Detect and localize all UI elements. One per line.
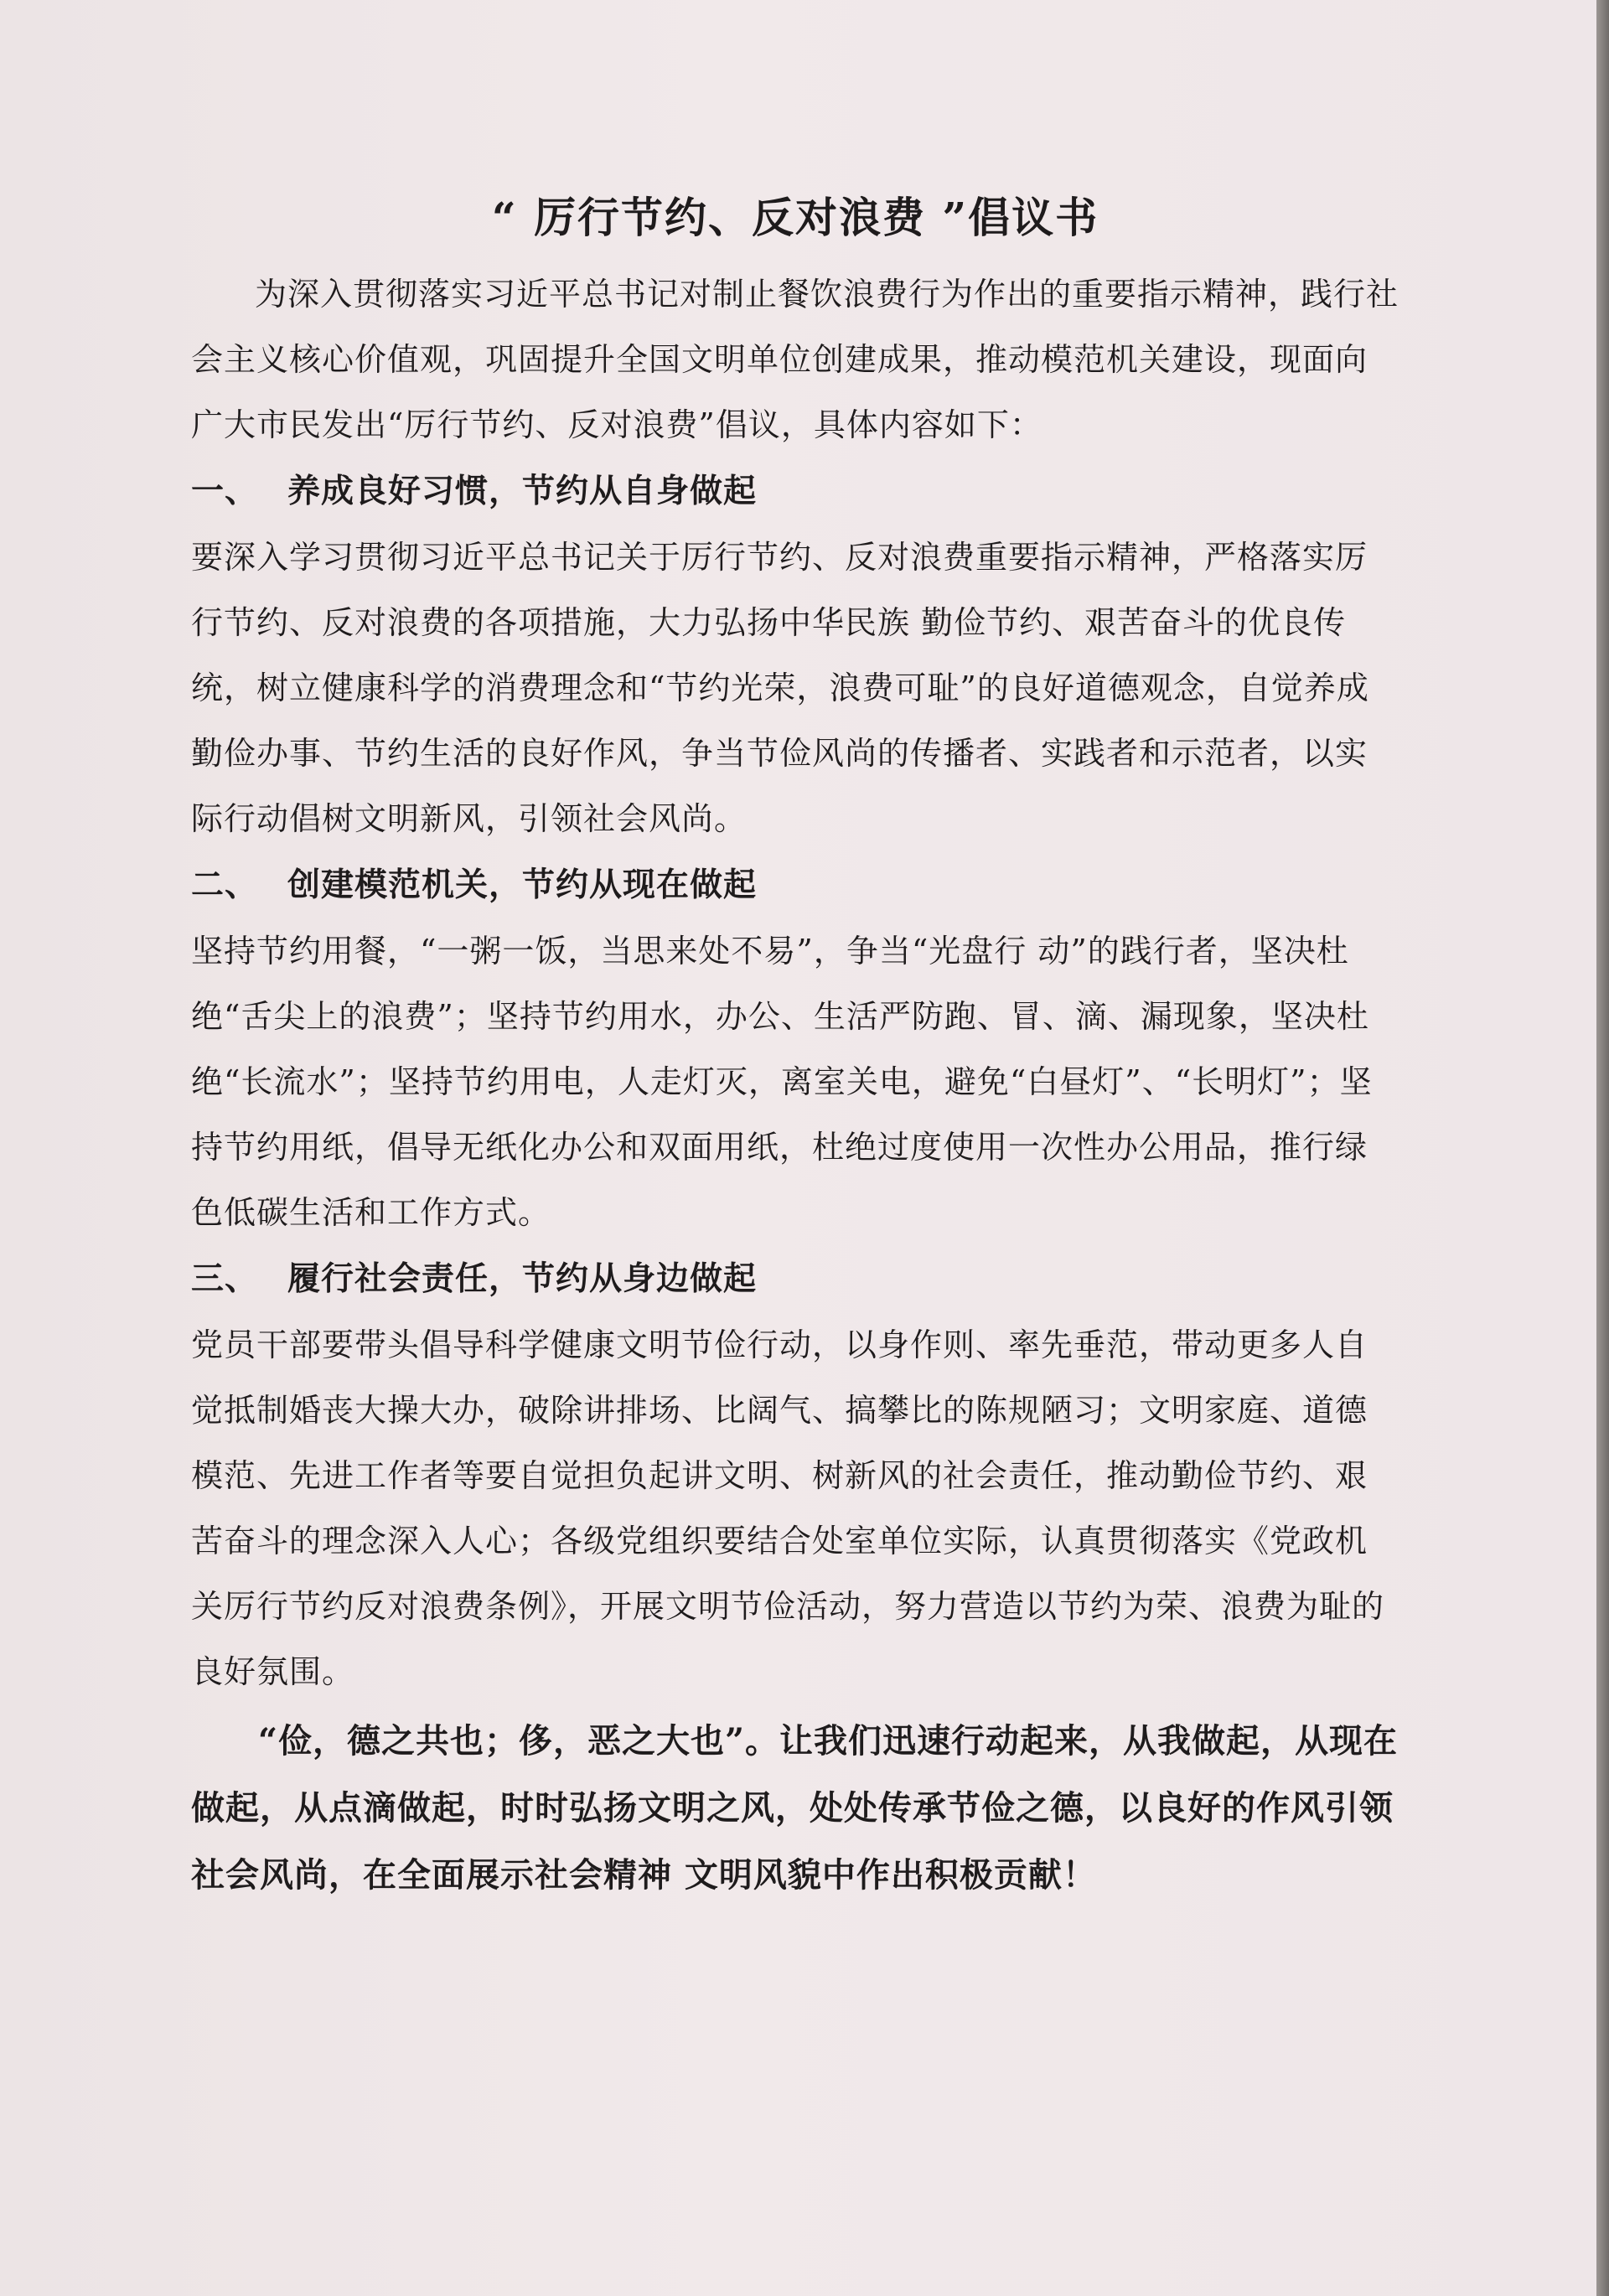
document-title: “ 厉行节约、反对浪费 ”倡议书 [491, 193, 1099, 242]
section-body: 坚持节约用餐，“一粥一饭，当思来处不易”，争当“光盘行 动”的践行者，坚决杜绝“舌尖上的浪费”；坚持节约用水，办公、生活严防跑、冒、滴、漏现象，坚决杜绝“长流水”；坚持节约用电，人走灯灭，离室关电，避免“白昼灯”、“长明灯”；坚持节约用纸，倡导无纸化办公和双面用纸，杜绝过度使用一次性办公用品，推行绿色低碳生活和工作方式。 [191, 933, 1373, 1231]
document-body [191, 184, 1399, 1909]
section-heading [191, 1245, 1399, 1312]
section-number: 三、 [191, 1259, 259, 1298]
section-heading-text: 履行社会责任，节约从身边做起 [287, 1259, 758, 1298]
section-heading-text: 养成良好习惯，节约从自身做起 [287, 472, 758, 510]
section-heading [191, 851, 1399, 918]
section-heading-text: 创建模范机关，节约从现在做起 [287, 866, 758, 904]
section-2 [191, 851, 1399, 1245]
section-1 [191, 458, 1399, 851]
section-3 [191, 1245, 1399, 1704]
section-heading [191, 458, 1399, 525]
intro-paragraph: 为深入贯彻落实习近平总书记对制止餐饮浪费行为作出的重要指示精神，践行社会主义核心价值观，巩固提升全国文明单位创建成果，推动模范机关建设，现面向广大市民发出“厉行节约、反对浪费”倡议，具体内容如下： [191, 276, 1399, 443]
section-body: 要深入学习贯彻习近平总书记关于厉行节约、反对浪费重要指示精神，严格落实厉行节约、反对浪费的各项措施，大力弘扬中华民族 勤俭节约、艰苦奋斗的优良传统，树立健康科学的消费理念和“节约光荣，浪费可耻”的良好道德观念，自觉养成勤俭办事、节约生活的良好作风，争当节俭风尚的传播者、实践者和示范者，以实际行动倡树文明新风，引领社会风尚。 [191, 539, 1369, 837]
section-number: 二、 [191, 866, 259, 904]
section-body: 党员干部要带头倡导科学健康文明节俭行动，以身作则、率先垂范，带动更多人自觉抵制婚丧大操大办，破除讲排场、比阔气、搞攀比的陈规陋习；文明家庭、道德模范、先进工作者等要自觉担负起讲文明、树新风的社会责任，推动勤俭节约、艰苦奋斗的理念深入人心；各级党组织要结合处室单位实际，认真贯彻落实《党政机关厉行节约反对浪费条例》，开展文明节俭活动，努力营造以节约为荣、浪费为耻的良好氛围。 [191, 1326, 1385, 1690]
closing-paragraph: “俭，德之共也；侈，恶之大也”。让我们迅速行动起来，从我做起，从现在做起，从点滴做起，时时弘扬文明之风，处处传承节俭之德，以良好的作风引领社会风尚，在全面展示社会精神 文明风貌中作出积极贡献！ [191, 1721, 1399, 1895]
section-number: 一、 [191, 472, 259, 510]
page-edge [1596, 0, 1609, 2296]
